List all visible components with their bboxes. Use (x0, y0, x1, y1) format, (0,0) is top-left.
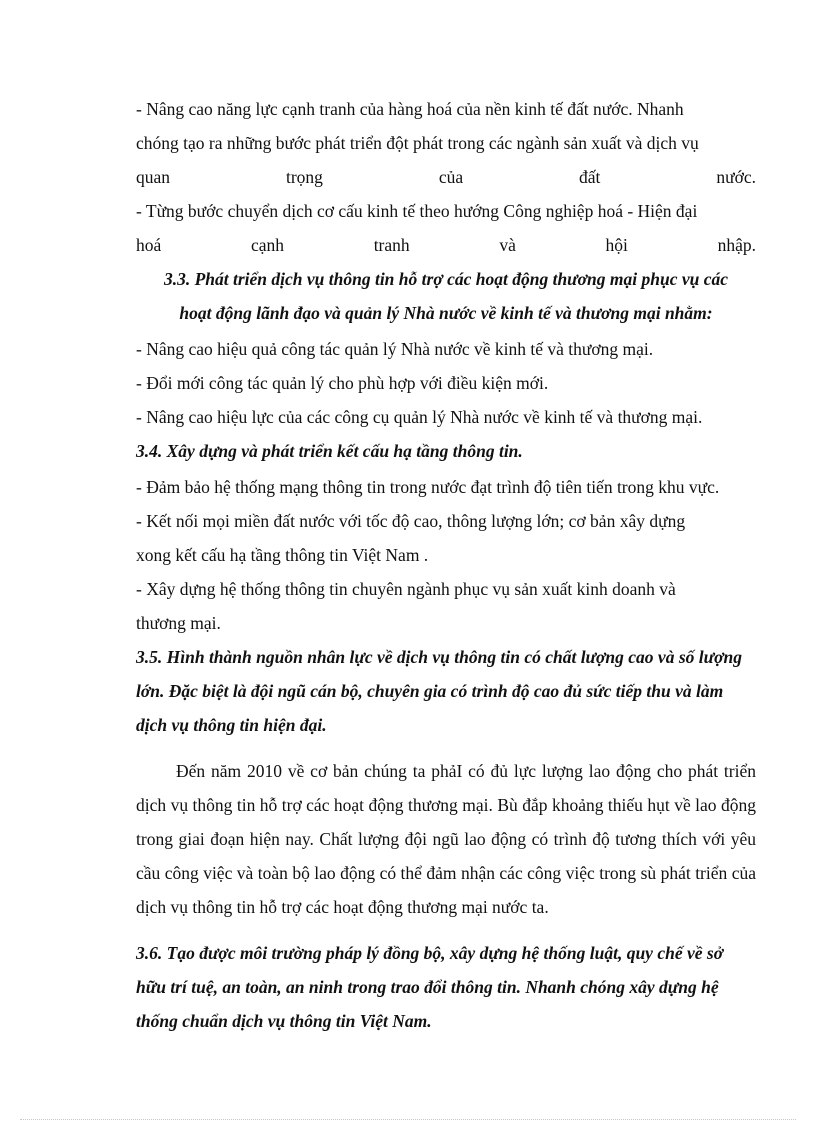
section-3-4-item-3-line-1: - Xây dựng hệ thống thông tin chuyên ngành phục vụ sản xuất kinh doanh và (136, 579, 676, 599)
section-3-3-heading-line-2: hoạt động lãnh đạo và quản lý Nhà nước về kinh tế và thương mại nhằm: (179, 303, 713, 323)
section-3-3-heading-line-1: 3.3. Phát triển dịch vụ thông tin hỗ trợ các hoạt động thương mại phục vụ các (163, 269, 729, 289)
intro-line-4: - Từng bước chuyển dịch cơ cấu kinh tế theo hướng Công nghiệp hoá - Hiện đại (136, 201, 698, 221)
intro-line-2: chóng tạo ra những bước phát triển đột phát trong các ngành sản xuất và dịch vụ (136, 133, 699, 153)
page-bottom-rule (20, 1119, 796, 1120)
intro-line-3: quan trọng của đất nước. (136, 167, 756, 187)
section-3-3-item-2: - Đổi mới công tác quản lý cho phù hợp với điều kiện mới. (136, 373, 549, 393)
section-3-5-heading: 3.5. Hình thành nguồn nhân lực về dịch vụ thông tin có chất lượng cao và số lượng lớn. Đặc biệt là đội ngũ cán bộ, chuyên gia có trình độ cao đủ sức tiếp thu và làm dịch vụ thông tin hiện đại. (136, 647, 742, 735)
section-3-4-item-1: - Đảm bảo hệ thống mạng thông tin trong nước đạt trình độ tiên tiến trong khu vực. (136, 477, 720, 497)
section-3-4-heading: 3.4. Xây dựng và phát triển kết cấu hạ tầng thông tin. (136, 441, 523, 461)
section-3-4-item-2-line-1: - Kết nối mọi miền đất nước với tốc độ cao, thông lượng lớn; cơ bản xây dựng (136, 511, 686, 531)
section-3-4-item-3-line-2: thương mại. (136, 613, 221, 633)
section-3-6-heading: 3.6. Tạo được môi trường pháp lý đồng bộ, xây dựng hệ thống luật, quy chế về sở hữu trí tuệ, an toàn, an ninh trong trao đổi thông tin. Nhanh chóng xây dựng hệ thống chuẩn dịch vụ thông tin Việt Nam. (136, 943, 724, 1031)
section-3-3-item-1: - Nâng cao hiệu quả công tác quản lý Nhà nước về kinh tế và thương mại. (136, 339, 654, 359)
intro-line-1: - Nâng cao năng lực cạnh tranh của hàng hoá của nền kinh tế đất nước. Nhanh (136, 99, 684, 119)
section-3-5-paragraph: Đến năm 2010 về cơ bản chúng ta phảI có đủ lực lượng lao động cho phát triển dịch vụ thông tin hỗ trợ các hoạt động thương mại. Bù đắp khoảng thiếu hụt về lao động trong giai đoạn hiện nay. Chất lượng đội ngũ lao động có trình độ tương thích với yêu cầu công việc và toàn bộ lao động có thể đảm nhận các công việc trong sù phát triển của dịch vụ thông tin hỗ trợ các hoạt động thương mại nước ta. (136, 761, 756, 917)
intro-line-5: hoá cạnh tranh và hội nhập. (136, 235, 756, 255)
section-3-3-item-3: - Nâng cao hiệu lực của các công cụ quản lý Nhà nước về kinh tế và thương mại. (136, 407, 703, 427)
section-3-4-item-2-line-2: xong kết cấu hạ tầng thông tin Việt Nam . (136, 545, 429, 565)
document-body (136, 92, 756, 1038)
